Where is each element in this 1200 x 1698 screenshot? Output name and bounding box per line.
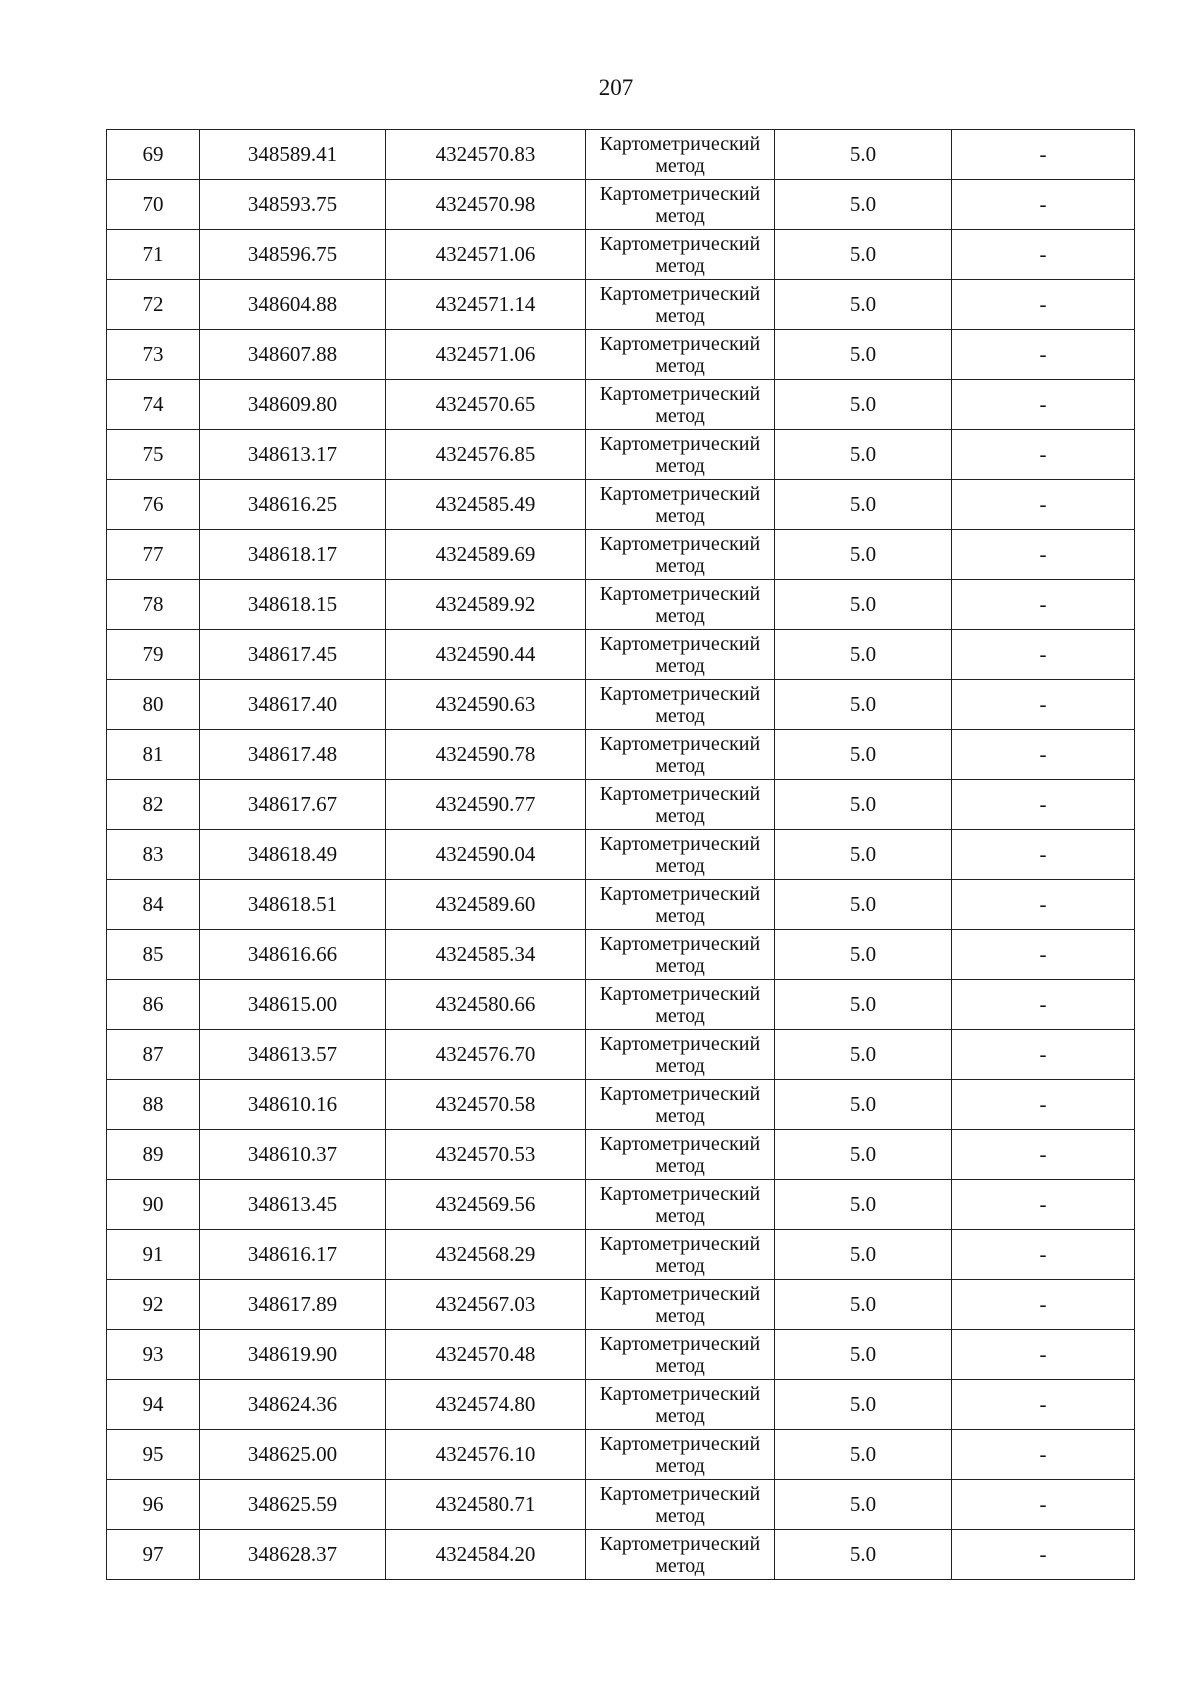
method-line-2: метод	[655, 454, 705, 477]
point-number-cell: 78	[107, 580, 200, 630]
table-row	[107, 1480, 1135, 1530]
method-cell	[586, 380, 775, 430]
method-line-1: Картометрический	[599, 1232, 761, 1255]
x-coordinate-cell: 348625.00	[200, 1430, 386, 1480]
y-coordinate-cell: 4324570.53	[386, 1130, 586, 1180]
method-cell	[586, 980, 775, 1030]
method-cell	[586, 430, 775, 480]
x-coordinate-cell: 348617.40	[200, 680, 386, 730]
note-cell: -	[952, 230, 1135, 280]
method-line-2: метод	[655, 1304, 705, 1327]
point-number-cell: 90	[107, 1180, 200, 1230]
table-row	[107, 1080, 1135, 1130]
y-coordinate-cell: 4324580.66	[386, 980, 586, 1030]
point-number-cell: 69	[107, 130, 200, 180]
method-line-2: метод	[655, 1104, 705, 1127]
accuracy-cell: 5.0	[775, 280, 952, 330]
method-line-2: метод	[655, 254, 705, 277]
point-number-cell: 95	[107, 1430, 200, 1480]
x-coordinate-cell: 348615.00	[200, 980, 386, 1030]
x-coordinate-cell: 348613.17	[200, 430, 386, 480]
method-line-2: метод	[655, 704, 705, 727]
method-line-1: Картометрический	[599, 632, 761, 655]
point-number-cell: 74	[107, 380, 200, 430]
accuracy-cell: 5.0	[775, 780, 952, 830]
y-coordinate-cell: 4324569.56	[386, 1180, 586, 1230]
method-line-1: Картометрический	[599, 182, 761, 205]
method-line-2: метод	[655, 754, 705, 777]
method-cell	[586, 930, 775, 980]
table-row	[107, 580, 1135, 630]
table-row	[107, 830, 1135, 880]
note-cell: -	[952, 880, 1135, 930]
point-number-cell: 72	[107, 280, 200, 330]
note-cell: -	[952, 730, 1135, 780]
point-number-cell: 91	[107, 1230, 200, 1280]
accuracy-cell: 5.0	[775, 430, 952, 480]
method-cell	[586, 1330, 775, 1380]
point-number-cell: 94	[107, 1380, 200, 1430]
method-line-2: метод	[655, 604, 705, 627]
y-coordinate-cell: 4324574.80	[386, 1380, 586, 1430]
method-cell	[586, 1480, 775, 1530]
method-line-2: метод	[655, 954, 705, 977]
method-line-2: метод	[655, 654, 705, 677]
point-number-cell: 73	[107, 330, 200, 380]
note-cell: -	[952, 1230, 1135, 1280]
accuracy-cell: 5.0	[775, 930, 952, 980]
table-row	[107, 380, 1135, 430]
method-cell	[586, 480, 775, 530]
note-cell: -	[952, 1180, 1135, 1230]
method-line-1: Картометрический	[599, 532, 761, 555]
method-line-2: метод	[655, 904, 705, 927]
table-row	[107, 330, 1135, 380]
x-coordinate-cell: 348610.37	[200, 1130, 386, 1180]
method-line-2: метод	[655, 1504, 705, 1527]
method-line-1: Картометрический	[599, 1332, 761, 1355]
point-number-cell: 93	[107, 1330, 200, 1380]
method-line-2: метод	[655, 1204, 705, 1227]
note-cell: -	[952, 930, 1135, 980]
method-cell	[586, 1280, 775, 1330]
accuracy-cell: 5.0	[775, 730, 952, 780]
table-row	[107, 630, 1135, 680]
point-number-cell: 80	[107, 680, 200, 730]
note-cell: -	[952, 680, 1135, 730]
note-cell: -	[952, 830, 1135, 880]
accuracy-cell: 5.0	[775, 330, 952, 380]
method-cell	[586, 1030, 775, 1080]
y-coordinate-cell: 4324590.63	[386, 680, 586, 730]
y-coordinate-cell: 4324570.58	[386, 1080, 586, 1130]
method-line-2: метод	[655, 404, 705, 427]
x-coordinate-cell: 348604.88	[200, 280, 386, 330]
x-coordinate-cell: 348618.15	[200, 580, 386, 630]
table-row	[107, 430, 1135, 480]
point-number-cell: 79	[107, 630, 200, 680]
table-row	[107, 1130, 1135, 1180]
method-line-2: метод	[655, 1354, 705, 1377]
x-coordinate-cell: 348607.88	[200, 330, 386, 380]
table-row	[107, 130, 1135, 180]
method-cell	[586, 330, 775, 380]
y-coordinate-cell: 4324570.83	[386, 130, 586, 180]
table-row	[107, 1280, 1135, 1330]
y-coordinate-cell: 4324576.85	[386, 430, 586, 480]
table-row	[107, 780, 1135, 830]
point-number-cell: 87	[107, 1030, 200, 1080]
note-cell: -	[952, 1330, 1135, 1380]
note-cell: -	[952, 480, 1135, 530]
table-row	[107, 680, 1135, 730]
method-line-2: метод	[655, 554, 705, 577]
point-number-cell: 70	[107, 180, 200, 230]
x-coordinate-cell: 348613.45	[200, 1180, 386, 1230]
x-coordinate-cell: 348617.89	[200, 1280, 386, 1330]
y-coordinate-cell: 4324589.69	[386, 530, 586, 580]
method-line-1: Картометрический	[599, 832, 761, 855]
table-row	[107, 1330, 1135, 1380]
note-cell: -	[952, 430, 1135, 480]
x-coordinate-cell: 348593.75	[200, 180, 386, 230]
method-line-1: Картометрический	[599, 1432, 761, 1455]
note-cell: -	[952, 980, 1135, 1030]
note-cell: -	[952, 330, 1135, 380]
y-coordinate-cell: 4324589.60	[386, 880, 586, 930]
accuracy-cell: 5.0	[775, 1380, 952, 1430]
method-line-1: Картометрический	[599, 1532, 761, 1555]
x-coordinate-cell: 348617.48	[200, 730, 386, 780]
method-cell	[586, 1530, 775, 1580]
note-cell: -	[952, 380, 1135, 430]
x-coordinate-cell: 348625.59	[200, 1480, 386, 1530]
x-coordinate-cell: 348616.25	[200, 480, 386, 530]
accuracy-cell: 5.0	[775, 880, 952, 930]
method-line-2: метод	[655, 1154, 705, 1177]
method-line-1: Картометрический	[599, 982, 761, 1005]
accuracy-cell: 5.0	[775, 1080, 952, 1130]
method-line-1: Картометрический	[599, 1132, 761, 1155]
table-row	[107, 230, 1135, 280]
method-cell	[586, 680, 775, 730]
x-coordinate-cell: 348618.17	[200, 530, 386, 580]
table-row	[107, 1380, 1135, 1430]
table-row	[107, 1180, 1135, 1230]
point-number-cell: 86	[107, 980, 200, 1030]
table-row	[107, 980, 1135, 1030]
note-cell: -	[952, 1380, 1135, 1430]
page-number: 207	[598, 75, 634, 100]
table-row	[107, 930, 1135, 980]
method-cell	[586, 530, 775, 580]
note-cell: -	[952, 1130, 1135, 1180]
method-line-1: Картометрический	[599, 582, 761, 605]
point-number-cell: 84	[107, 880, 200, 930]
method-cell	[586, 730, 775, 780]
note-cell: -	[952, 1430, 1135, 1480]
accuracy-cell: 5.0	[775, 630, 952, 680]
x-coordinate-cell: 348609.80	[200, 380, 386, 430]
accuracy-cell: 5.0	[775, 480, 952, 530]
y-coordinate-cell: 4324571.14	[386, 280, 586, 330]
method-cell	[586, 1180, 775, 1230]
point-number-cell: 97	[107, 1530, 200, 1580]
method-line-2: метод	[655, 1254, 705, 1277]
note-cell: -	[952, 1080, 1135, 1130]
accuracy-cell: 5.0	[775, 380, 952, 430]
method-cell	[586, 1080, 775, 1130]
point-number-cell: 85	[107, 930, 200, 980]
method-line-2: метод	[655, 1054, 705, 1077]
y-coordinate-cell: 4324590.04	[386, 830, 586, 880]
accuracy-cell: 5.0	[775, 530, 952, 580]
note-cell: -	[952, 1480, 1135, 1530]
x-coordinate-cell: 348589.41	[200, 130, 386, 180]
accuracy-cell: 5.0	[775, 580, 952, 630]
point-number-cell: 83	[107, 830, 200, 880]
table-row	[107, 1230, 1135, 1280]
method-line-1: Картометрический	[599, 332, 761, 355]
method-line-2: метод	[655, 354, 705, 377]
method-cell	[586, 1380, 775, 1430]
method-line-1: Картометрический	[599, 1282, 761, 1305]
method-line-1: Картометрический	[599, 282, 761, 305]
method-line-1: Картометрический	[599, 732, 761, 755]
note-cell: -	[952, 780, 1135, 830]
table-row	[107, 530, 1135, 580]
accuracy-cell: 5.0	[775, 1430, 952, 1480]
note-cell: -	[952, 530, 1135, 580]
x-coordinate-cell: 348610.16	[200, 1080, 386, 1130]
method-line-1: Картометрический	[599, 432, 761, 455]
method-cell	[586, 780, 775, 830]
method-line-1: Картометрический	[599, 1032, 761, 1055]
method-cell	[586, 280, 775, 330]
accuracy-cell: 5.0	[775, 980, 952, 1030]
y-coordinate-cell: 4324570.48	[386, 1330, 586, 1380]
y-coordinate-cell: 4324584.20	[386, 1530, 586, 1580]
accuracy-cell: 5.0	[775, 830, 952, 880]
point-number-cell: 88	[107, 1080, 200, 1130]
table-row	[107, 1030, 1135, 1080]
y-coordinate-cell: 4324585.34	[386, 930, 586, 980]
method-cell	[586, 230, 775, 280]
point-number-cell: 96	[107, 1480, 200, 1530]
note-cell: -	[952, 130, 1135, 180]
method-line-2: метод	[655, 1004, 705, 1027]
method-cell	[586, 180, 775, 230]
note-cell: -	[952, 630, 1135, 680]
point-number-cell: 89	[107, 1130, 200, 1180]
accuracy-cell: 5.0	[775, 1030, 952, 1080]
point-number-cell: 81	[107, 730, 200, 780]
method-cell	[586, 830, 775, 880]
x-coordinate-cell: 348617.45	[200, 630, 386, 680]
y-coordinate-cell: 4324568.29	[386, 1230, 586, 1280]
method-line-2: метод	[655, 854, 705, 877]
accuracy-cell: 5.0	[775, 680, 952, 730]
method-line-2: метод	[655, 804, 705, 827]
accuracy-cell: 5.0	[775, 1280, 952, 1330]
y-coordinate-cell: 4324590.77	[386, 780, 586, 830]
note-cell: -	[952, 580, 1135, 630]
x-coordinate-cell: 348618.49	[200, 830, 386, 880]
x-coordinate-cell: 348618.51	[200, 880, 386, 930]
method-line-1: Картометрический	[599, 682, 761, 705]
y-coordinate-cell: 4324589.92	[386, 580, 586, 630]
coordinates-table	[106, 129, 1135, 1580]
point-number-cell: 82	[107, 780, 200, 830]
point-number-cell: 92	[107, 1280, 200, 1330]
method-line-2: метод	[655, 304, 705, 327]
point-number-cell: 75	[107, 430, 200, 480]
method-line-1: Картометрический	[599, 382, 761, 405]
method-line-1: Картометрический	[599, 1482, 761, 1505]
point-number-cell: 77	[107, 530, 200, 580]
note-cell: -	[952, 1530, 1135, 1580]
x-coordinate-cell: 348596.75	[200, 230, 386, 280]
method-line-1: Картометрический	[599, 132, 761, 155]
point-number-cell: 71	[107, 230, 200, 280]
method-line-2: метод	[655, 1404, 705, 1427]
table-row	[107, 880, 1135, 930]
method-line-1: Картометрический	[599, 782, 761, 805]
accuracy-cell: 5.0	[775, 130, 952, 180]
y-coordinate-cell: 4324571.06	[386, 330, 586, 380]
y-coordinate-cell: 4324567.03	[386, 1280, 586, 1330]
method-cell	[586, 130, 775, 180]
method-line-2: метод	[655, 1454, 705, 1477]
table-row	[107, 480, 1135, 530]
y-coordinate-cell: 4324576.10	[386, 1430, 586, 1480]
table-row	[107, 1430, 1135, 1480]
x-coordinate-cell: 348628.37	[200, 1530, 386, 1580]
x-coordinate-cell: 348613.57	[200, 1030, 386, 1080]
accuracy-cell: 5.0	[775, 1130, 952, 1180]
note-cell: -	[952, 1030, 1135, 1080]
table-body	[107, 130, 1135, 1580]
accuracy-cell: 5.0	[775, 230, 952, 280]
x-coordinate-cell: 348616.66	[200, 930, 386, 980]
accuracy-cell: 5.0	[775, 1230, 952, 1280]
y-coordinate-cell: 4324590.78	[386, 730, 586, 780]
table-row	[107, 180, 1135, 230]
method-line-1: Картометрический	[599, 1382, 761, 1405]
method-line-1: Картометрический	[599, 482, 761, 505]
method-cell	[586, 1230, 775, 1280]
accuracy-cell: 5.0	[775, 180, 952, 230]
x-coordinate-cell: 348624.36	[200, 1380, 386, 1430]
x-coordinate-cell: 348619.90	[200, 1330, 386, 1380]
method-cell	[586, 630, 775, 680]
y-coordinate-cell: 4324590.44	[386, 630, 586, 680]
point-number-cell: 76	[107, 480, 200, 530]
accuracy-cell: 5.0	[775, 1180, 952, 1230]
accuracy-cell: 5.0	[775, 1530, 952, 1580]
note-cell: -	[952, 1280, 1135, 1330]
y-coordinate-cell: 4324580.71	[386, 1480, 586, 1530]
method-line-1: Картометрический	[599, 1182, 761, 1205]
method-line-1: Картометрический	[599, 932, 761, 955]
method-line-1: Картометрический	[599, 1082, 761, 1105]
x-coordinate-cell: 348616.17	[200, 1230, 386, 1280]
y-coordinate-cell: 4324576.70	[386, 1030, 586, 1080]
table-row	[107, 730, 1135, 780]
y-coordinate-cell: 4324570.98	[386, 180, 586, 230]
accuracy-cell: 5.0	[775, 1330, 952, 1380]
method-cell	[586, 580, 775, 630]
method-line-1: Картометрический	[599, 232, 761, 255]
y-coordinate-cell: 4324570.65	[386, 380, 586, 430]
method-cell	[586, 1130, 775, 1180]
note-cell: -	[952, 180, 1135, 230]
y-coordinate-cell: 4324585.49	[386, 480, 586, 530]
y-coordinate-cell: 4324571.06	[386, 230, 586, 280]
method-line-2: метод	[655, 1554, 705, 1577]
table-row	[107, 1530, 1135, 1580]
table-row	[107, 280, 1135, 330]
accuracy-cell: 5.0	[775, 1480, 952, 1530]
x-coordinate-cell: 348617.67	[200, 780, 386, 830]
method-line-2: метод	[655, 204, 705, 227]
method-cell	[586, 1430, 775, 1480]
method-line-2: метод	[655, 504, 705, 527]
method-cell	[586, 880, 775, 930]
method-line-2: метод	[655, 154, 705, 177]
note-cell: -	[952, 280, 1135, 330]
method-line-1: Картометрический	[599, 882, 761, 905]
